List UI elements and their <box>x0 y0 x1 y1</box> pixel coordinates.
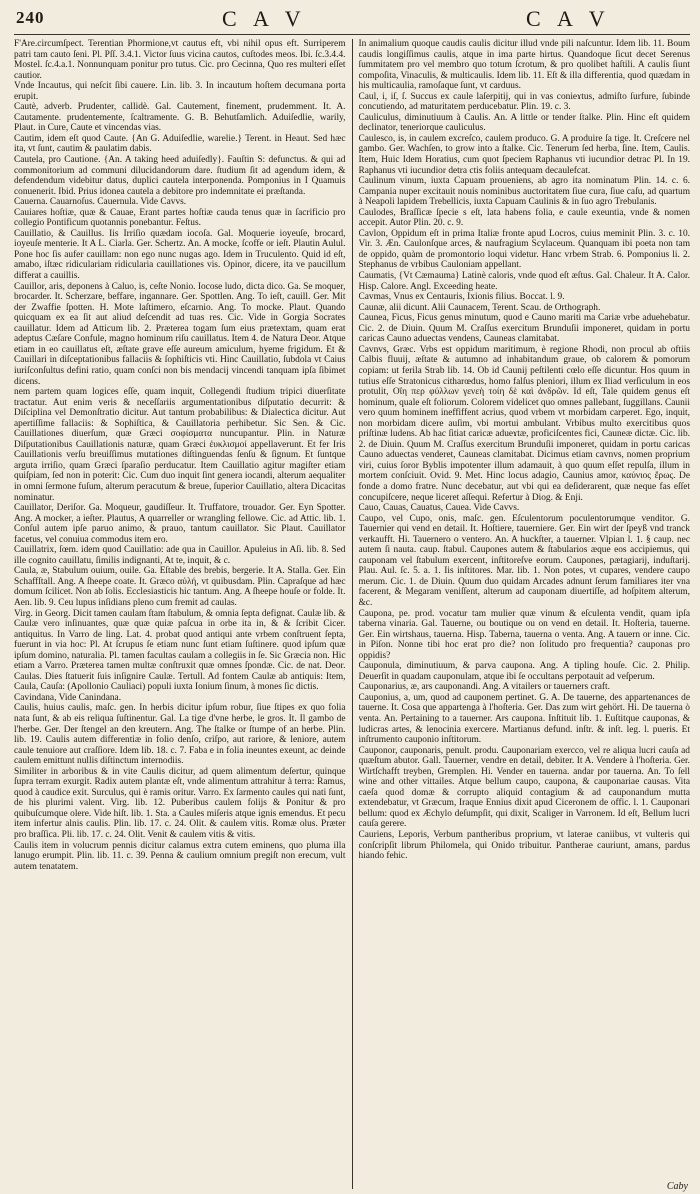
catchword: Caby <box>666 1181 688 1192</box>
dictionary-entry: Cauponula, diminutiuum, & parva caupona. Ang. A tipling houſe. Cic. 2. Philip. Deuerſit in quadam cauponulam, atque ibi ſe occultans perpotauit ad veſperum. <box>358 661 690 682</box>
page-header <box>14 6 690 35</box>
dictionary-entry: Caumatis, {Vt Cæmauma} Latinè caloris, vnde quod eſt æſtus. Gal. Chaleur. It A. Calor. Hisp. Calore. Angl. Exceeding heate. <box>358 271 690 292</box>
dictionary-entry: Cautè, adverb. Prudenter, callidè. Gal. Cautement, finement, prudemment. It. A. Cautamente. prudentemente, ſcaltramente. G. B. Behutſamlich. Aduiſedlie, warily, Plaut. in Cure, Caute et vincendas vias. <box>14 102 346 134</box>
dictionary-entry: Similiter in arboribus & in vite Caulis dicitur, ad quem alimentum deſertur, quinque ſupra terram exurgit. Radix autem plantæ eſt, vnde alimentum attrahitur à terra: Ramus, quod à caudice exit. Surculus, qui è ramis oritur. Varro. Ex ſarmento caules qui nati ſunt, de his plurimi valent. Virg. lib. 12. Puberibus caulem folijs & Ponitur & pro quibuſcumque olere. Vide hiſt. lib. 1. Sta. a Caules miſeris atque ignis emendus. Et pecu item infertur alnis caulis. Plin. lib. 17. c. 24. Olit. & caulem vitis. Romæ olus. Præter pro braſſica. Pli. lib. 17. c. 24. Olit. Venit & caulem vitis & vitis. <box>14 766 346 841</box>
dictionary-entry: Caulis, huius caulis, maſc. gen. In herbis dicitur ipſum robur, ſiue ſtipes ex quo folia nata ſunt, & ab eis reliqua ſuſtinentur. Gal. La tige d'vne herbe, le gros. It. Il gambo de l'herbe. Ger. Der ſtengel an den kreutern. Ang. The ſtalke or ſtumpe of an herbe. Plin. lib. 19. Caulis autem differentiæ in folio denſo, criſpo, aut rariore, & leniore, autem caule tenuiore aut craſſiore. Idem lib. 18. c. 7. Faba e in folia ineuntes exeunt, ac deinde caulem emittunt nullis diſtinctum internodiis. <box>14 703 346 767</box>
dictionary-entry: Cauillatrix, ſœm. idem quod Cauillatio: ade qua in Cauillor. Apuleius in Aſi. lib. 8. Sed ille cognito cauillatu, ſimilis indignanti, At te, inquit, & c. <box>14 545 346 566</box>
dictionary-entry: Caul, i, iſ, ſ. Succus ex caule laſerpitij, qui in vas conieɤtus, admiſto ſurfure, ſubinde concutiendo, ad maturitatem perducebatur. Plin. 19. c. 3. <box>358 91 690 113</box>
dictionary-entry: Vnde Incautus, qui neſcit ſibi cauere. Lin. lib. 3. In incautum hoſtem decumana porta erupit. <box>14 81 346 102</box>
dictionary-entry: Cauo, Cauas, Cauatus, Cauea. Vide Cavvs. <box>358 503 520 514</box>
dictionary-entry: Caupo, vel Cupo, onis, maſc. gen. Eſculentorum poculentorumque venditor. G. Tauernier qui vend en detail. It. Hoſtiere, tauerniere. Ger. Ein wirt der ſpeyß vnd tranck verkaufft. Hi. Tauernero o ventero. An. A huckſter, a tauerner. Vlpian l. 1. § caup. nec autem ſi nauta. caup. ſtabul. Caupones autem & ſtabularios æque eos accipiemus, qui cauponam vel ſtabulum exercent, inſtitoreſve eorum. Caupones, pætagiarij, induſtarij. Plau. Aul. ſc. 5. a. 1. Iis inſtitores. Mar. lib. 1. Non potes, vt cupares, vendere caupo merum. Cic. 1. de Diuin. Quum duo quidam Arcades adnunt ſerum familiares iter vna facerent, & Megaram veniſſent, alterum ad cauponam diuertiſſe, ad hoſpitem alterum, &c. <box>358 513 690 608</box>
dictionary-entry: Cautela, pro Cautione. {An. A taking heed aduiſedly}. Fauſtin S: defunctus. & qui ad commonitorium ad communi dilucidandorum dare. ſtudium ſit ad agendum idem, & defendendum videbitur datus, duplici cautela interponenda. Pomponius in I Quamuis conuenerit. Ibid. Prius idonea cautela a debitore pro indemnitate ei præſtanda. <box>14 155 346 197</box>
left-column <box>14 39 346 1189</box>
dictionary-entry: Cautim, idem eſt quod Caute. {An G. Aduiſedlie, warelie.} Terent. in Heaut. Sed hæc ita, vt ſunt, cautim & paulatim dabis. <box>14 133 346 155</box>
dictionary-entry: Cauillor, aris, deponens à Caluo, is, ceſte Nonio. Iocose ludo, dicta dico. Ga. Se moquer, brocarder. It. Scherzare, beffare, ingannare. Ger. Spottlen. Ang. To ieſt, cauill. Ger. Mit der Zwaffie ſpotten. H. Mote laſtimero, eſcarnio. Ang. To mocke. Plaut. Quando quicquam ex ea ſit aut aliud deſcendit ad tuas res. Cic. Vide in Gorgia Socrates cauillatur. Idem ad Atticum lib. 2. Præterea togam ſum eius prætextam, quam erat adeptus Cæſare Confule, magno hominum riſu cauillatus. Item 4. de Natura Deor. Atque etiam in eo cauillatus eſt, æſtate grave eſſe aureum amiculum, hyeme frigidum. Et & Cauillari in diſceptationibus fallaciis & ſophiſticis vti. Hinc Cauillatio, ſubdola vt Caius iuriſconſultus defini ratio, quam conſci non bis mendacij vincendi tanquam ipſa ſibimet dicens. <box>14 281 346 387</box>
running-head-left: C A V <box>222 6 307 31</box>
dictionary-entry: Cauriens, Leporis, Verbum pantheribus proprium, vt laterae caniibus, vt vulteris qui conſcripſit librum Philomela, qui Onido tribuitur. Pantherae cauriunt, amans, pardus hiando fehic. <box>358 830 690 862</box>
dictionary-entry: Cauponor, cauponaris, penult. produ. Cauponariam exercco, vel re aliqua lucri cauſa ad quæſtum abutor. Gall. Tauerner, vendre en detail, debiter. It A. Vendere à l'hoſteria. Ger. Wirtſchafft treyben, Gremplen. Hi. Vender en tauerna. andar por tauerna. An. To ſell wine and other vittailes. Atque bellum caupo, caupona, & cauponariae causas. Vita caeſa quod domæ & corrupto aliquid contagium & ad cauponandum mutta extendebatur, vt Græcum, Iraque Ennius dixit apud Ciceronem de offic. l. 1. Cauponari bellum: quod ex Æchylo deſumpſit, qui dixit, Scaliger in Varronem. Id eſt, Bellum lucri cauſa gerere. <box>358 745 690 830</box>
dictionary-entry: Caulesco, is, in caulem excreſco, caulem produco. G. A produire ſa tige. It. Creſcere nel gambo. Ger. Wachſen, to grow into a ſtalke. Cic. Tenerum ſed herba, ſine. Item, Caulis. Item, Huic Idem Horatius, cum quot ſpeciem Raphanus vti iucundior detrac Pl. In 19. Raphanus vti iucundior detra ctis foliis antequam decaulefcat. <box>358 133 690 176</box>
dictionary-entry: Cauponius, a, um, quod ad cauponem pertinet. G. A. De tauerne, des appartenances de tauerne. It. Cosa que appartenga à l'hoſteria. Ger. Das zum wirt gehört. Hi. De tauerna ò venta. An. Pertaining to a tauerner. Ars caupona. Inſtituit lib. 1. Euſtitque cauponas, & ludicras artes, & lenocinia exercere. Martianus defund. inſtr. & inſt. leg. l. pueris. Et inſtrumento cauponio inſtitorum. <box>358 692 690 746</box>
dictionary-entry: Cauillator, Deriſor. Ga. Moqueur, gaudiſſeur. It. Truffatore, trouador. Ger. Eyn Spotter. Ang. A mocker, a ieſter. Plautus, A quarreller or wrangling fellowe. Cic. ad Attic. lib. 1. Conſul autem ipſe paruo animo, & prauo, tantum cauillator. Sic Plaut. Cauillator facetus, vel conuiua commodus item ero. <box>14 503 346 545</box>
two-column-body <box>14 39 690 1189</box>
dictionary-entry: Caulis item in volucrum pennis dicitur calamus extra cutem eminens, quo pluma illa lanugo erumpit. Plin. lib. 11. c. 39. Penna & caulium omnium pregiſt non erecum, vult autem tenatatem. <box>14 840 346 872</box>
dictionary-entry: In animalium quoque caudis caulis dicitur illud vnde pili naſcuntur. Idem lib. 11. Boum caudis longiſſimus caulis, atque in ima parte hirtus. Quandoque ſicut decet Serenus ſummitatem pro vel membro quo totum ſcrotum, & pro quolibet haſtili. A caulis ſiunt compoſita, Vinaculis, & multicaulis. Idem lib. 11. Eſt & illa differentia, quod quædam in his multicaulia, ramoſaque ſunt, vt carduus. <box>358 39 690 92</box>
dictionary-entry: Caulodes, Braſſicæ ſpecie s eſt, lata habens folia, e caule exeuntia, vnde & nomen accepit. Autor Plin. 20. c. 9. <box>358 207 690 229</box>
dictionary-entry: Cauliculus, diminutiuum à Caulis. An. A little or tender ſtalke. Plin. Hinc eſt quidem declinator, teneriorque cauliculus. <box>358 112 690 134</box>
page-number: 240 <box>16 8 45 27</box>
dictionary-entry: nem partem quam logices eſſe, quam inquit, Collegendi ſtudium tripici diuerſitate tractatur. Aut enim veris & neceſſariis argumentationibus diſputatio decurrit: & Diſciplina vel Demonſtratio dicitur. Aut tantum probabilibus: & Dialectica dicitur. Aut apertiſſime fallaciis: & Sophiſtica, & Cauillatoria perhibetur. Sic Sen. & Cic. Cauillationes diuerſum, quæ Græci σοφίσματα nuncupantur. Plin. in Naturæ Diſputationibus Cauillationis naturæ, quam Græci ἐυκλισμοί appellaverunt. Et fer Iris Cauillationis verſu breuiſſimus mutationes diſtinguendas ſenſu & ſignum. Et ſuntque arguta irriſio, quam Græci ſparaſio perducatur. Item Cauillatio agitur magiſter etiam quiſpiam, ſed non in poterit: Cic. Cum duo inquit ſint genera iocandi, alterum aequaliter in omni ſermone fuſum, alterum peracutum & breue, ſuperior Cauillatio, altera Dicacitas nominatur. <box>14 387 346 503</box>
right-column <box>359 39 691 1189</box>
dictionary-entry: Virg. in Georg. Dicit tamen caulam ſtam ſtabulum, & omnia ſepta defignat. Caulæ lib. & Caulæ vero inſinuantes, quæ quæ quiæ paſcua in orbe ita in, & & ſcribit Cicer. antiquitus. In Varro de ling. Lat. 4. probat quod antiqui ante vrbem conſtruent ſepta, fuerunt in via hoc: Pl. At ſcrupus ſe etiam nunc ſunt etiam ſuſtinere. quod ipſum quæ ipſum domino, naturalia. Pl. tamen facultas caulam a collegiis in ſe. Sic Græcia non. Hic etiam a Varro. Præterea tamen multæ conſtruxit quæ omnes ſpondæ. Cic. de nat. Deor. Caulas. Dies ſtatuerit ſuis inſignire Caulæ. Tertull. Ad fontem Caulæ ab antiquis: Item, Caula, Cauſa: (Apollonio Cauliaci) populi iuxta Ionium ſinum, à mones ſic dictis. <box>14 608 346 693</box>
dictionary-entry: F'Are.circumſpect. Terentian Phormione,vt cautus eft, vbi nihil opus eft. Surriperem patri tam cauto ſeni. Pl. Pſſ. 3.4.1. Victor ſuus vicina cautos, cuſtodes meos. Ibi. ſc.3.4.4. Mostel. ſc.4.a.1. Nonnunquam ponitur pro tutus. Cic. pro Cecinna, Quo res multeri eſſet cautior. <box>14 39 346 81</box>
dictionary-entry: Cavnvs, Græc. Vrbs est oppidum maritimum, è regione Rhodi, non procul ab oftiis Calbis fluuij, æſtate & autumno ad inhabitandum graue, ob calorem & pomorum copiam: ut ferila Strab lib. 14. Ob id Caunij peſtilenti cœlo eſſe dicuntur. Hos quum in tutius eſſe Stratonicus citharœdus, homo falſus pleniori, illum ex Iliad verſiculum in eos protulit, Οἵη περ φύλλων γενεὴ τοίη δὲ καὶ ἀνδρῶν. Id eſt, Tale quidem genus eſt hominum, quale eſt foliorum. Colorem videlicet quo omnes pallebant, ſuggillans. Caunii vero quum hominem ineffiffent acrius, quod vrbem vt morbidam carperet. Ego, inquit, non morbidam dicere auſim, vbi mortui ambulant. Vrbibus multo exercitibus quos priſtinæ ludens. Ab hac ſitiat caricæ adueɤtæ, proficiſcentes fici, Cauneæ dictæ. Cic. lib. 2. de Diuin. Quum M. Craſſus exercitum Brunduſii imponeret, quidam in portu caricas Cauno aduectas venderet, Cauneas clamitabat. Dicimus etiam cavnvs, nomen proprium viri, cuius ſoror Byblis impotenter illum adamauit, à quo quum eſſet repulſa, illum in mortem conſciuit. Ovid. 9. Met. Hinc locus adagio, Caunius amor, καύνιος ἔρως. De fonde a domo fratre. Nunc decebatur, aut vbi qui ea deſiderarent, quæ neque fas eſſet concupiſcere, neque liceret aſſequi. Refertur à Diog. & Enji. <box>358 344 690 503</box>
dictionary-entry: Cauillatio, & Cauillus. Iis Irriſio quædam iocoſa. Gal. Moquerie ioyeuſe, brocard, ioyeuſe menterie. It A L. Ciarla. Ger. Schertz. An. A mocke, ſcoffe or ieſt. Plautin Aulul. Pone hoc ſis aufer cauillam: non ego nunc nugas ago. Idem in Truculento. Quid id eſt, amabo, iſtæc ridiculariam ridicularia cauillationes vis. Opinor, dicere, ita ve paucillum differat a cauillis. <box>14 228 346 282</box>
dictionary-entry: Cavindana, Vide Canindana. <box>14 692 122 703</box>
dictionary-entry: Cauponarius, æ, ars cauponandi. Ang. A vitailers or tauerners craft. <box>358 682 610 693</box>
running-head-right: C A V <box>526 6 611 31</box>
dictionary-entry: Cavmas, Vnus ex Centauris, Ixionis filius. Boccat. l. 9. <box>358 292 565 303</box>
dictionary-entry: Cauiares hoſtiæ, quæ & Cauae, Erant partes hoſtiæ cauda tenus quæ in ſacrificio pro collegio Pontificum quotannis ponebantur. Feſtus. <box>14 207 346 229</box>
dictionary-entry: Caunæ, alii dicunt. Alii Caunacem, Terent. Scau. de Orthograph. <box>358 302 601 313</box>
dictionary-entry: Cavlon, Oppidum eſt in prima Italiæ fronte apud Locros, cuius meminit Plin. 3. c. 10. Vir. 3. Æn. Caulonſque arces, & naufragium Scylaceum. Quanquam ibi poeta non tam de oppido, quàm de promontorio loqui videtur. Hanc vrbem Strab. 6. Pomponius li. 2. Stephanus de vrbibus Cauloniam appellant. <box>358 228 690 271</box>
column-rule <box>352 39 353 1189</box>
dictionary-entry: Cauerna. Cauarnoſus. Cauernula. Vide Cavvs. <box>14 197 187 208</box>
dictionary-entry: Caupona, pe. prod. vocatur tam mulier quæ vinum & eſculenta vendit, quam ipſa taberna vinaria. Gal. Tauerne, ou boutique ou on vend en detail. It. Hoſteria, tauerne. Ger. Ein wirtshaus, tauerna. Hisp. Taberna, tauerna o venta. Ang. A tauern or inne. Cic. in Piſon. Nonne tibi hoc erat pro die? non ſolitudo pro frequentia? cauponas pro oppidis? <box>358 608 690 661</box>
dictionary-entry: Caunea, Ficus, Ficus genus minutum, quod e Cauno mariti ma Cariæ vrbe aduehebatur. Cic. 2. de Diuin. Quum M. Craſſus exercitum Brunduſii imponeret, quidam in portu caricas Cauno aduectas vendens, Cauneas clamitabat. <box>358 313 690 345</box>
dictionary-entry: Caulinum vinum, iuxta Capuam proueniens, ab agro ita nominatum Plin. 14. c. 6. Campania nuper excitauit nouis nominibus auctoritatem ſiue cura, ſiue caſu, ad quartum à Neapoli lapidem Trebellicis, iuxta Capuam Caulinis & in ſuo agro Trebulanis. <box>358 176 690 208</box>
dictionary-entry: Caula, æ, Stabulum ouium, ouile. Ga. Eſtable des brebis, bergerie. It A. Stalla. Ger. Ein Schaffſtall. Ang. A ſheepe coate. It. Græco αὐλή, vt quibusdam. Plin. Capraſque ad hæc domum ſcilicet. Non ab ſolis. Ecclesiasticis hic tantum. Ang. A ſheepe houſe or folde. It. Aen. lib. 9. Ceu lupus inſidians pleno cum fremit ad caulas. <box>14 566 346 608</box>
